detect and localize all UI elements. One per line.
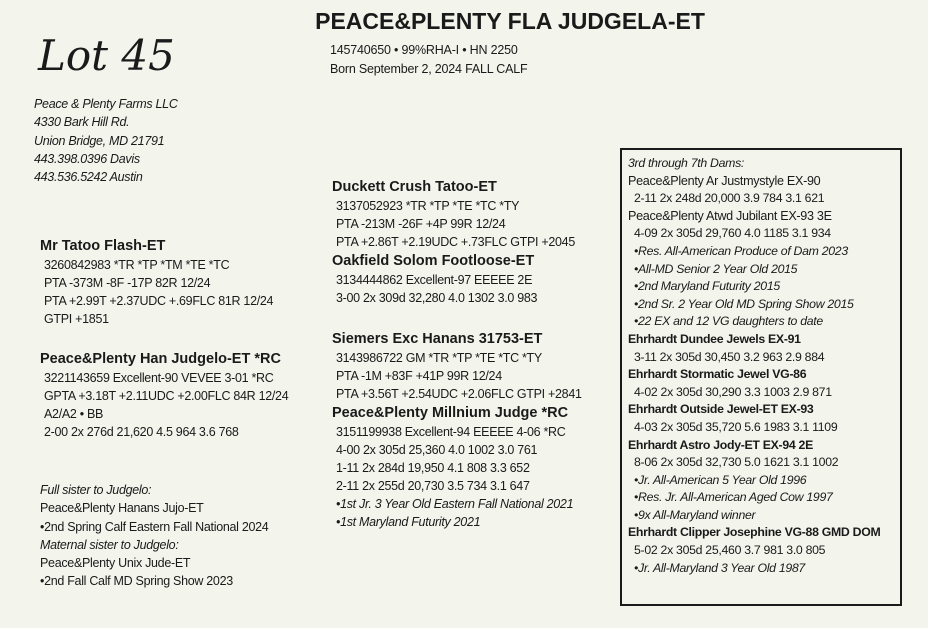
phone-austin: 443.536.5242 Austin	[34, 170, 143, 185]
dam-dam-line: 4-00 2x 305d 25,360 4.0 1002 3.0 761	[336, 443, 538, 457]
dam-honor-line: •Res. Jr. All-American Aged Cow 1997	[634, 490, 833, 505]
dam-name-line: Ehrhardt Astro Jody-ET EX-94 2E	[628, 437, 813, 452]
dam-line: 3221143659 Excellent-90 VEVEE 3-01 *RC	[44, 371, 274, 385]
dam-name-line: Peace&Plenty Ar Justmystyle EX-90	[628, 173, 821, 188]
dam-record-line: 8-06 2x 305d 32,730 5.0 1621 3.1 1002	[634, 455, 839, 470]
dam-dam-name: Peace&Plenty Millnium Judge *RC	[332, 405, 569, 421]
lot-label-text: Lot 45	[38, 31, 175, 80]
farm-street: 4330 Bark Hill Rd.	[34, 115, 130, 130]
dam-sire-line: PTA -1M +83F +41P 99R 12/24	[336, 369, 502, 383]
phone-davis: 443.398.0396 Davis	[34, 151, 140, 166]
dam-line: A2/A2 • BB	[44, 407, 104, 421]
dam-name-line: Ehrhardt Outside Jewel-ET EX-93	[628, 402, 814, 417]
dam-dam-line: 2-11 2x 255d 20,730 3.5 734 3.1 647	[336, 479, 530, 493]
sire-sire-block	[332, 178, 575, 251]
sire-sire-dam-line: 3134444862 Excellent-97 EEEEE 2E	[336, 273, 533, 287]
full-sister-name: Peace&Plenty Hanans Jujo-ET	[40, 501, 204, 516]
sire-block	[40, 237, 273, 328]
dam-honor-line: •22 EX and 12 VG daughters to date	[634, 314, 823, 329]
full-sister-note: •2nd Spring Calf Eastern Fall National 2024	[40, 519, 269, 534]
dam-dam-note: •1st Jr. 3 Year Old Eastern Fall National 2021	[336, 497, 574, 511]
dam-honor-line: •2nd Maryland Futurity 2015	[634, 279, 780, 294]
sire-line: PTA +2.99T +2.37UDC +.69FLC 81R 12/24	[44, 294, 274, 308]
sire-sire-line: PTA +2.86T +2.19UDC +.73FLC GTPI +2045	[336, 235, 575, 249]
dam-name: Peace&Plenty Han Judgelo-ET *RC	[40, 351, 281, 367]
sire-sire-dam-block	[332, 252, 537, 307]
dam-record-line: 5-02 2x 305d 25,460 3.7 981 3.0 805	[634, 543, 826, 558]
dam-dam-line: 3151199938 Excellent-94 EEEEE 4-06 *RC	[336, 425, 566, 439]
dam-name-line: Ehrhardt Dundee Jewels EX-91	[628, 331, 801, 346]
dam-sire-name: Siemers Exc Hanans 31753-ET	[332, 331, 543, 347]
sire-name: Mr Tatoo Flash-ET	[40, 238, 166, 254]
sire-line: 3260842983 *TR *TP *TM *TE *TC	[44, 258, 230, 272]
dam-line: GPTA +3.18T +2.11UDC +2.00FLC 84R 12/24	[44, 389, 289, 403]
dam-name-line: Peace&Plenty Atwd Jubilant EX-93 3E	[628, 208, 832, 223]
dam-honor-line: •Jr. All-American 5 Year Old 1996	[634, 472, 807, 487]
dam-honor-line: •2nd Sr. 2 Year Old MD Spring Show 2015	[634, 296, 854, 311]
dam-record-line: 4-02 2x 305d 30,290 3.3 1003 2.9 871	[634, 384, 832, 399]
dam-record-line: 4-09 2x 305d 29,760 4.0 1185 3.1 934	[634, 226, 831, 241]
sire-sire-line: 3137052923 *TR *TP *TE *TC *TY	[336, 199, 520, 213]
dam-sire-line: PTA +3.56T +2.54UDC +2.06FLC GTPI +2841	[336, 387, 582, 401]
dam-honor-line: •9x All-Maryland winner	[634, 507, 756, 522]
dam-sire-line: 3143986722 GM *TR *TP *TE *TC *TY	[336, 351, 542, 365]
lot-handwritten-graphic	[36, 8, 196, 88]
sire-line: GTPI +1851	[44, 312, 109, 326]
dam-name-line: Ehrhardt Stormatic Jewel VG-86	[628, 367, 807, 382]
maternal-sister-label: Maternal sister to Judgelo:	[40, 537, 179, 552]
dam-record-line: 2-11 2x 248d 20,000 3.9 784 3.1 621	[634, 191, 825, 206]
dam-sire-block	[332, 330, 582, 403]
dam-dam-line: 1-11 2x 284d 19,950 4.1 808 3.3 652	[336, 461, 530, 475]
sisters-section	[40, 481, 268, 591]
maternal-sister-note: •2nd Fall Calf MD Spring Show 2023	[40, 574, 233, 589]
dam-dam-note: •1st Maryland Futurity 2021	[336, 515, 481, 529]
page-title: PEACE&PLENTY FLA JUDGELA-ET	[315, 8, 705, 34]
birth-line: Born September 2, 2024 FALL CALF	[330, 62, 528, 76]
dam-honor-line: •Jr. All-Maryland 3 Year Old 1987	[634, 560, 805, 575]
dam-record-line: 4-03 2x 305d 35,720 5.6 1983 3.1 1109	[634, 419, 838, 434]
sire-sire-name: Duckett Crush Tatoo-ET	[332, 179, 497, 195]
dam-honor-line: •Res. All-American Produce of Dam 2023	[634, 243, 848, 258]
sire-sire-dam-name: Oakfield Solom Footloose-ET	[332, 253, 535, 269]
dam-name-line: Ehrhardt Clipper Josephine VG-88 GMD DOM	[628, 525, 881, 540]
dams-heading: 3rd through 7th Dams:	[628, 156, 745, 170]
sire-sire-dam-line: 3-00 2x 309d 32,280 4.0 1302 3.0 983	[336, 291, 538, 305]
dam-record-line: 3-11 2x 305d 30,450 3.2 963 2.9 884	[634, 349, 825, 364]
maternal-sister-name: Peace&Plenty Unix Jude-ET	[40, 556, 191, 571]
dam-line: 2-00 2x 276d 21,620 4.5 964 3.6 768	[44, 425, 239, 439]
dams-box	[628, 155, 880, 577]
dam-honor-line: •All-MD Senior 2 Year Old 2015	[634, 261, 798, 276]
farm-name: Peace & Plenty Farms LLC	[34, 97, 178, 111]
dam-dam-block	[332, 404, 573, 531]
sire-sire-line: PTA -213M -26F +4P 99R 12/24	[336, 217, 506, 231]
sire-line: PTA -373M -8F -17P 82R 12/24	[44, 276, 211, 290]
dam-block	[40, 350, 288, 441]
registration-line: 145740650 • 99%RHA-I • HN 2250	[330, 43, 518, 57]
farm-city: Union Bridge, MD 21791	[34, 133, 165, 148]
full-sister-label: Full sister to Judgelo:	[40, 483, 152, 497]
lot-number	[36, 8, 196, 88]
farm-contact	[34, 95, 178, 186]
